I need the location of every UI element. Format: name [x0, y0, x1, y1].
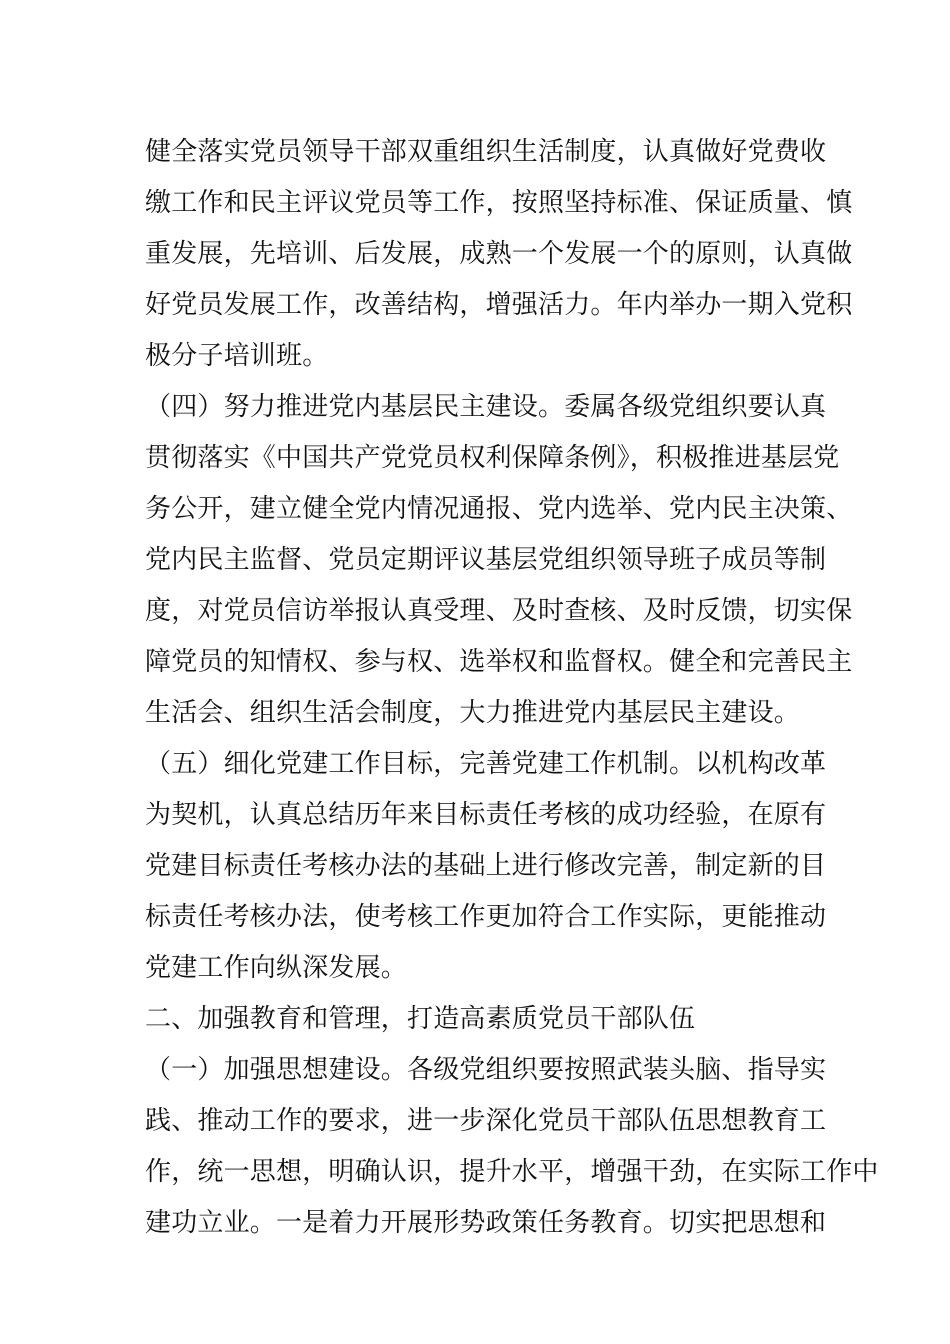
text-line-3: 重发展，先培训、后发展，成熟一个发展一个的原则，认真做 — [145, 239, 853, 269]
text-line-13: （五）细化党建工作目标，完善党建工作机制。以机构改革 — [145, 749, 827, 779]
text-line-21: 作，统一思想，明确认识，提升水平，增强干劲，在实际工作中 — [145, 1157, 879, 1187]
text-line-11: 障党员的知情权、参与权、选举权和监督权。健全和完善民主 — [145, 647, 853, 677]
text-line-14: 为契机，认真总结历年来目标责任考核的成功经验，在原有 — [145, 800, 827, 830]
text-line-15: 党建目标责任考核办法的基础上进行修改完善，制定新的目 — [145, 851, 827, 881]
text-line-9: 党内民主监督、党员定期评议基层党组织领导班子成员等制 — [145, 545, 827, 575]
text-line-12: 生活会、组织生活会制度，大力推进党内基层民主建设。 — [145, 698, 801, 728]
section-heading: 二、加强教育和管理，打造高素质党员干部队伍 — [145, 1004, 696, 1034]
text-line-7: 贯彻落实《中国共产党党员权利保障条例》，积极推进基层党 — [145, 443, 840, 473]
text-line-19: （一）加强思想建设。各级党组织要按照武装头脑、指导实 — [145, 1055, 827, 1085]
text-line-1: 健全落实党员领导干部双重组织生活制度，认真做好党费收 — [145, 137, 827, 167]
text-line-5: 极分子培训班。 — [145, 341, 329, 371]
text-line-22: 建功立业。一是着力开展形势政策任务教育。切实把思想和 — [145, 1208, 827, 1238]
text-line-10: 度，对党员信访举报认真受理、及时查核、及时反馈，切实保 — [145, 596, 853, 626]
document-body — [145, 127, 879, 1249]
text-line-4: 好党员发展工作，改善结构，增强活力。年内举办一期入党积 — [145, 290, 853, 320]
text-line-8: 务公开，建立健全党内情况通报、党内选举、党内民主决策、 — [145, 494, 853, 524]
text-line-20: 践、推动工作的要求，进一步深化党员干部队伍思想教育工 — [145, 1106, 827, 1136]
text-line-6: （四）努力推进党内基层民主建设。委属各级党组织要认真 — [145, 392, 827, 422]
text-line-2: 缴工作和民主评议党员等工作，按照坚持标准、保证质量、慎 — [145, 188, 853, 218]
text-line-17: 党建工作向纵深发展。 — [145, 953, 408, 983]
text-line-16: 标责任考核办法，使考核工作更加符合工作实际，更能推动 — [145, 902, 827, 932]
